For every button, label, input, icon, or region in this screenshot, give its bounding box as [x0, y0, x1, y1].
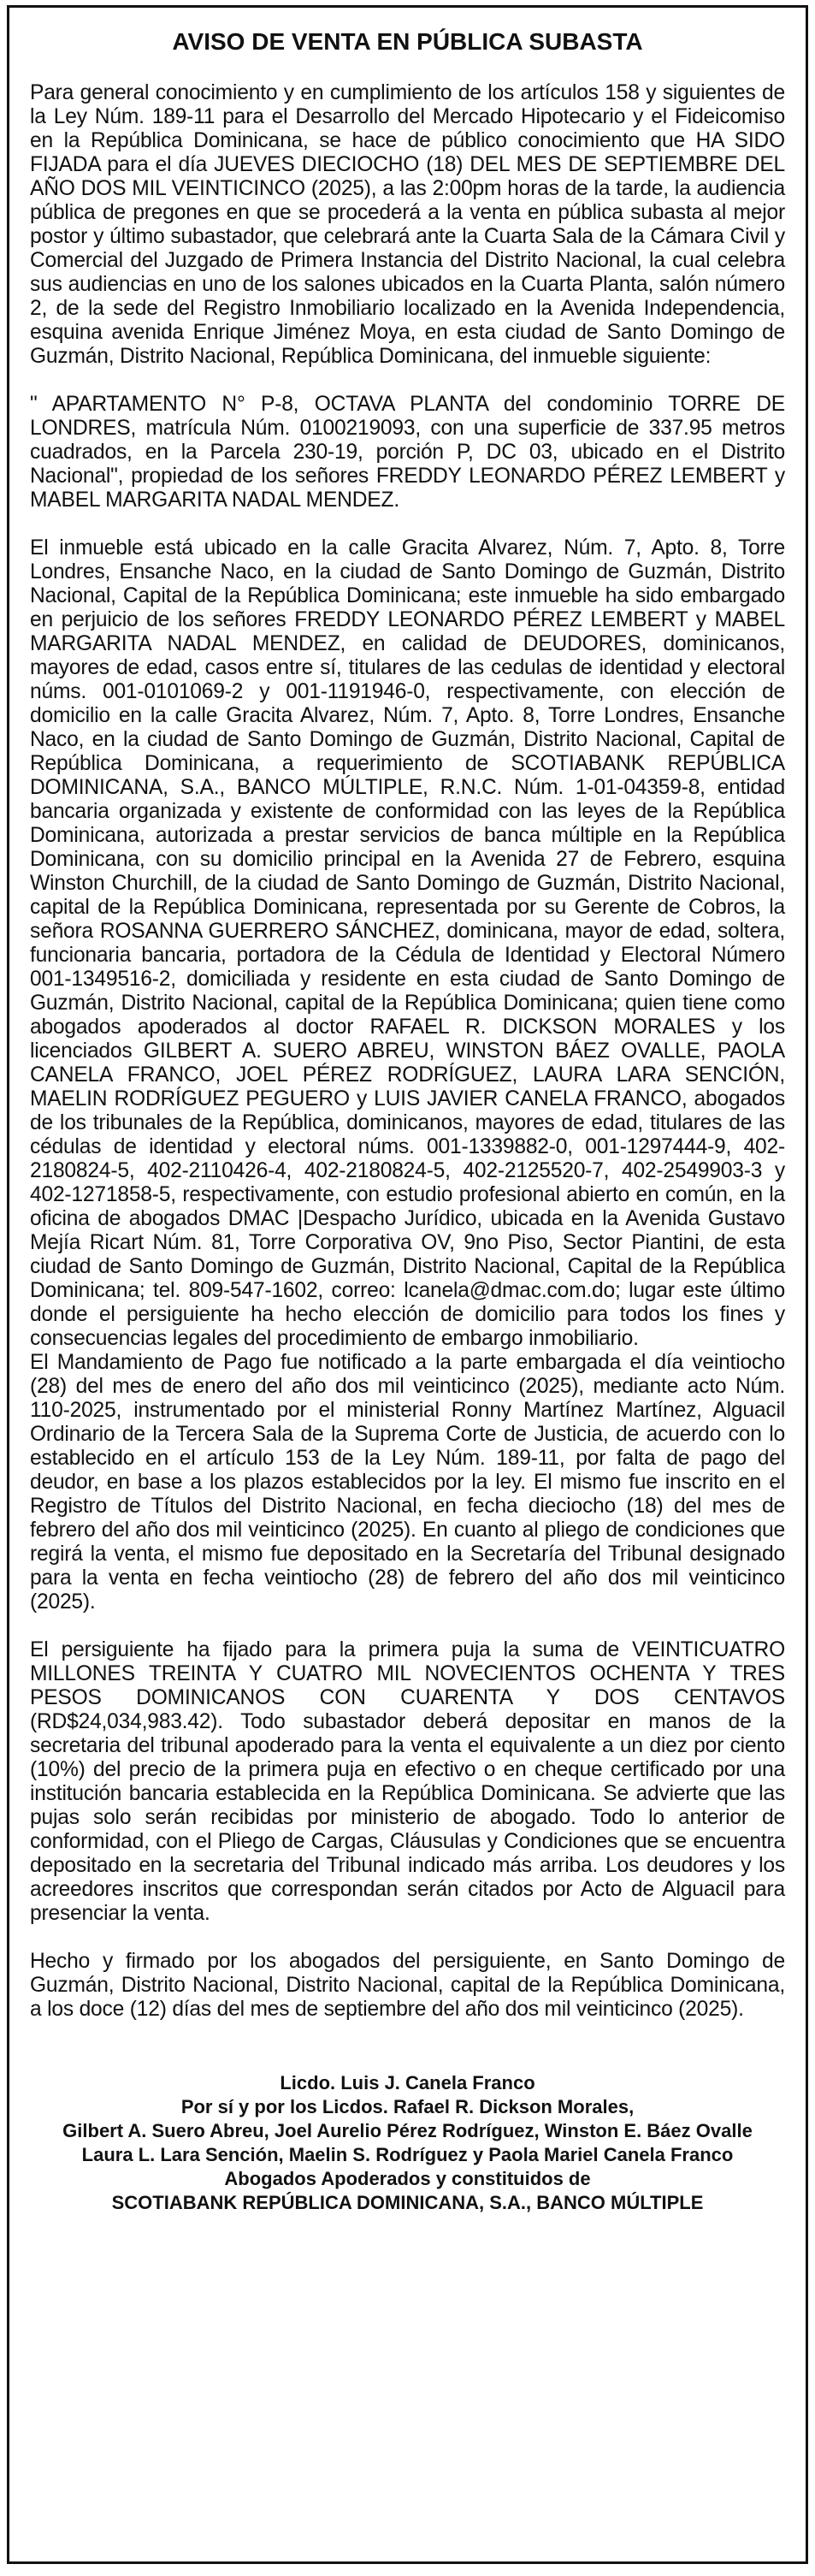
first-bid-paragraph: El persiguiente ha fijado para la primera puja la suma de VEINTICUATRO MILLONES TREINTA Y CUATRO MIL NOVECIENTOS OCHENTA Y TRES PESOS DOMINICANOS CON CUARENTA Y DOS CENTAVOS (RD$24,034,983.42). Todo subastador deberá depositar en manos de la secretaria del tribunal apoderado para la venta el equivalente a un diez por ciento (10%) del precio de la primera puja en efectivo o en cheque certificado por una institución bancaria establecida en la República Dominicana. Se advierte que las pujas solo serán recibidas por ministerio de abogado. Todo lo anterior de conformidad, con el Pliego de Cargas, Cláusulas y Condiciones que se encuentra depositado en la secretaria del Tribunal indicado más arriba. Los deudores y los acreedores inscritos que correspondan serán citados por Acto de Alguacil para presenciar la venta.: [30, 1638, 785, 1925]
payment-order-paragraph: El Mandamiento de Pago fue notificado a la parte embargada el día veintiocho (28) del mes de enero del año dos mil veinticinco (2025), mediante acto Núm. 110-2025, instrumentado por el ministerial Ronny Martínez Martínez, Alguacil Ordinario de la Tercera Sala de la Suprema Corte de Justicia, de acuerdo con lo establecido en el artículo 153 de la Ley Núm. 189-11, por falta de pago del deudor, en base a los plazos establecidos por la ley. El mismo fue inscrito en el Registro de Títulos del Distrito Nacional, en fecha dieciocho (18) del mes de febrero del año dos mil veinticinco (2025). En cuanto al pliego de condiciones que regirá la venta, el mismo fue depositado en la Secretaría del Tribunal designado para la venta en fecha veintiocho (28) de febrero del año dos mil veinticinco (2025).: [30, 1351, 785, 1614]
notice-title: AVISO DE VENTA EN PÚBLICA SUBASTA: [172, 28, 643, 55]
signature-line: Licdo. Luis J. Canela Franco: [280, 2072, 535, 2093]
signature-line: Gilbert A. Suero Abreu, Joel Aurelio Pérez Rodríguez, Winston E. Báez Ovalle: [62, 2120, 753, 2141]
intro-paragraph: Para general conocimiento y en cumplimiento de los artículos 158 y siguientes de la Ley Núm. 189-11 para el Desarrollo del Mercado Hipotecario y el Fideicomiso en la República Dominicana, se hace de público conocimiento que HA SIDO FIJADA para el día JUEVES DIECIOCHO (18) DEL MES DE SEPTIEMBRE DEL AÑO DOS MIL VEINTICINCO (2025), a las 2:00pm horas de la tarde, la audiencia pública de pregones en que se procederá a la venta en pública subasta al mejor postor y último subastador, que celebrará ante la Cuarta Sala de la Cámara Civil y Comercial del Juzgado de Primera Instancia del Distrito Nacional, la cual celebra sus audiencias en uno de los salones ubicados en la Cuarta Planta, salón número 2, de la sede del Registro Inmobiliario localizado en la Avenida Independencia, esquina avenida Enrique Jiménez Moya, en esta ciudad de Santo Domingo de Guzmán, Distrito Nacional, República Dominicana, del inmueble siguiente:: [30, 81, 785, 368]
signature-line: Laura L. Lara Sención, Maelin S. Rodríguez y Paola Mariel Canela Franco: [81, 2144, 734, 2165]
signature-block: [30, 2071, 785, 2215]
property-paragraph: " APARTAMENTO N° P-8, OCTAVA PLANTA del condominio TORRE DE LONDRES, matrícula Núm. 0100219093, con una superficie de 337.95 metros cuadrados, en la Parcela 230-19, porción P, DC 03, ubicado en el Distrito Nacional", propiedad de los señores FREDDY LEONARDO PÉREZ LEMBERT y MABEL MARGARITA NADAL MENDEZ.: [30, 393, 785, 512]
signature-line: SCOTIABANK REPÚBLICA DOMINICANA, S.A., BANCO MÚLTIPLE: [111, 2192, 704, 2213]
signature-line: Por sí y por los Licdos. Rafael R. Dickson Morales,: [180, 2096, 635, 2117]
seizure-paragraph: El inmueble está ubicado en la calle Gracita Alvarez, Núm. 7, Apto. 8, Torre Londres, Ensanche Naco, en la ciudad de Santo Domingo de Guzmán, Distrito Nacional, Capital de la República Dominicana; este inmueble ha sido embargado en perjuicio de los señores FREDDY LEONARDO PÉREZ LEMBERT y MABEL MARGARITA NADAL MENDEZ, en calidad de DEUDORES, dominicanos, mayores de edad, casos entre sí, titulares de las cedulas de identidad y electoral núms. 001-0101069-2 y 001-1191946-0, respectivamente, con elección de domicilio en la calle Gracita Alvarez, Núm. 7, Apto. 8, Torre Londres, Ensanche Naco, en la ciudad de Santo Domingo de Guzmán, Distrito Nacional, Capital de República Dominicana, a requerimiento de SCOTIABANK REPÚBLICA DOMINICANA, S.A., BANCO MÚLTIPLE, R.N.C. Núm. 1-01-04359-8, entidad bancaria organizada y existente de conformidad con las leyes de la República Dominicana, autorizada a prestar servicios de banca múltiple en la República Dominicana, con su domicilio principal en la Avenida 27 de Febrero, esquina Winston Churchill, de la ciudad de Santo Domingo de Guzmán, Distrito Nacional, capital de la República Dominicana, representada por su Gerente de Cobros, la señora ROSANNA GUERRERO SÁNCHEZ, dominicana, mayor de edad, soltera, funcionaria bancaria, portadora de la Cédula de Identidad y Electoral Número 001-1349516-2, domiciliada y residente en esta ciudad de Santo Domingo de Guzmán, Distrito Nacional, capital de la República Dominicana; quien tiene como abogados apoderados al doctor RAFAEL R. DICKSON MORALES y los licenciados GILBERT A. SUERO ABREU, WINSTON BÁEZ OVALLE, PAOLA CANELA FRANCO, JOEL PÉREZ RODRÍGUEZ, LAURA LARA SENCIÓN, MAELIN RODRÍGUEZ PEGUERO y LUIS JAVIER CANELA FRANCO, abogados de los tribunales de la República, dominicanos, mayores de edad, titulares de las cédulas de identidad y electoral núms. 001-1339882-0, 001-1297444-9, 402-2180824-5, 402-2110426-4, 402-2180824-5, 402-2125520-7, 402-2549903-3 y 402-1271858-5, respectivamente, con estudio profesional abierto en común, en la oficina de abogados DMAC |Despacho Jurídico, ubicada en la Avenida Gustavo Mejía Ricart Núm. 81, Torre Corporativa OV, 9no Piso, Sector Piantini, de esta ciudad de Santo Domingo de Guzmán, Distrito Nacional, Capital de la República Dominicana; tel. 809-547-1602, correo: lcanela@dmac.com.do; lugar este último donde el persiguiente ha hecho elección de domicilio para todos los fines y consecuencias legales del procedimiento de embargo inmobiliario.: [30, 536, 785, 1350]
auction-notice: [7, 5, 808, 2564]
signed-paragraph: Hecho y firmado por los abogados del persiguiente, en Santo Domingo de Guzmán, Distrito Nacional, Distrito Nacional, capital de la República Dominicana, a los doce (12) días del mes de septiembre del año dos mil veinticinco (2025).: [30, 1950, 785, 2021]
signature-line: Abogados Apoderados y constituidos de: [224, 2168, 591, 2189]
